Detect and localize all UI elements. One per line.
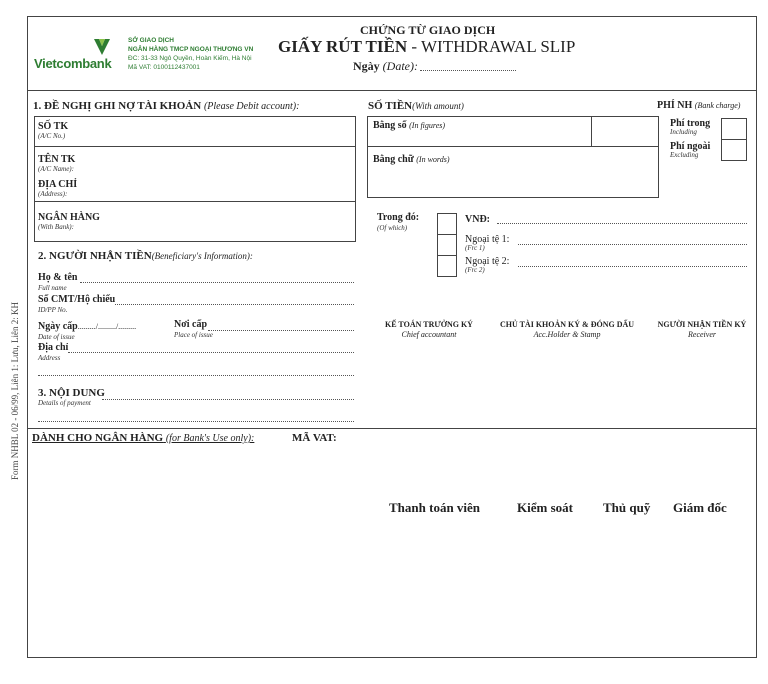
title-sep: -: [411, 37, 421, 56]
bank-full-name: NGÂN HÀNG TMCP NGOẠI THƯƠNG VN: [128, 46, 254, 53]
address-field[interactable]: [38, 179, 77, 198]
fee-excluding-label: [670, 142, 710, 160]
vat-label: MÃ VAT:: [292, 432, 337, 444]
address-label: ĐỊA CHỈ: [38, 179, 78, 190]
figures-label-en: (In figures): [409, 121, 446, 130]
acname-label: TÊN TK: [38, 154, 76, 165]
amount-box-vline: [591, 116, 592, 146]
fx2-vi: Ngoại tệ 2:: [465, 256, 510, 267]
branch-title: SỞ GIAO DỊCH: [128, 37, 174, 44]
fullname-input[interactable]: [80, 273, 354, 283]
acno-label-en: (A/C No.): [38, 132, 66, 140]
fee-including-label: [670, 119, 710, 137]
section3-label: [38, 388, 105, 408]
with-bank-label-en: (With Bank):: [38, 223, 74, 231]
address-label-en: (Address):: [38, 190, 68, 198]
section2-title: [38, 250, 253, 262]
bank-use-title: [32, 432, 254, 444]
role-director: Giám đốc: [673, 500, 727, 515]
beneficiary-address-input-2[interactable]: [38, 366, 354, 376]
bank-info: [128, 36, 253, 72]
section2-title-vi: 2. NGƯỜI NHẬN TIỀN: [38, 250, 152, 262]
signature-chief-accountant: [370, 320, 488, 340]
fullname-en: Full name: [38, 284, 67, 292]
fx1-vi: Ngoại tệ 1:: [465, 234, 510, 245]
with-bank-field[interactable]: [38, 212, 100, 231]
bank-tax-code: Mã VAT: 0100112437001: [128, 64, 200, 71]
acname-field[interactable]: [38, 154, 75, 173]
title-en: WITHDRAWAL SLIP: [420, 37, 576, 56]
fee-title-en: (Bank charge): [694, 101, 741, 110]
fee-title: [657, 100, 740, 111]
amount-words-field[interactable]: [373, 154, 450, 165]
fx2-input[interactable]: [518, 258, 747, 267]
sig-chief-vi: KẾ TOÁN TRƯỞNG KÝ: [385, 320, 473, 329]
issue-date-en: Date of issue: [38, 333, 75, 341]
figures-label: Bằng số: [373, 120, 407, 131]
bank-use-divider: [27, 428, 757, 429]
fee-excluding-checkbox[interactable]: [721, 139, 747, 161]
section3-title-en: Details of payment: [38, 399, 91, 407]
amount-title-en: (With amount): [412, 101, 464, 111]
id-en: ID/PP No.: [38, 306, 68, 314]
fee-including-checkbox[interactable]: [721, 118, 747, 140]
fee-incl-en: Including: [670, 128, 697, 136]
fee-title-vi: PHÍ NH: [657, 100, 693, 111]
beneficiary-address-en: Address: [38, 354, 61, 362]
amount-title-vi: SỐ TIỀN: [368, 100, 413, 112]
bank-use-title-vi: DÀNH CHO NGÂN HÀNG: [32, 432, 164, 444]
of-which-en: (Of which): [377, 224, 408, 232]
section2-title-en: (Beneficiary's Information):: [151, 251, 253, 261]
fee-excl-en: Excluding: [670, 151, 699, 159]
section1-title-en: (Please Debit account):: [203, 101, 300, 112]
fx1-label: [465, 235, 509, 253]
signature-receiver: [648, 320, 756, 340]
fx2-label: [465, 257, 509, 275]
issue-place-vi: Nơi cấp: [174, 319, 208, 330]
section1-title: [33, 100, 299, 112]
vnd-checkbox[interactable]: [437, 213, 457, 235]
section1-title-vi: 1. ĐỀ NGHỊ GHI NỢ TÀI KHOẢN: [33, 100, 202, 112]
account-box-line2: [34, 201, 356, 202]
title-vi: GIẤY RÚT TIỀN: [278, 37, 408, 56]
section3-title-vi: 3. NỘI DUNG: [38, 387, 105, 399]
fullname-vi: Họ & tên: [38, 272, 78, 283]
fx2-checkbox[interactable]: [437, 255, 457, 277]
bank-address: ĐC: 31-33 Ngô Quyền, Hoàn Kiếm, Hà Nội: [128, 55, 252, 62]
sig-receiver-en: Receiver: [688, 330, 716, 339]
account-box-line1: [34, 146, 356, 147]
bank-name: Vietcombank: [34, 56, 112, 71]
bank-logo: [34, 38, 122, 72]
amount-title: [368, 100, 464, 112]
header-divider: [27, 90, 757, 91]
date-label-en: (Date):: [382, 59, 418, 73]
vnd-label: VNĐ:: [465, 214, 490, 225]
id-label: [38, 295, 115, 315]
vnd-input[interactable]: [497, 214, 747, 224]
beneficiary-address-label: [38, 343, 68, 363]
form-code-side-text: Form NHBL 02 - 06/99, Liên 1: Lưu, Liên 2: KH: [10, 301, 20, 480]
slip-title: [278, 37, 575, 57]
with-bank-label: NGÂN HÀNG: [38, 212, 100, 223]
id-vi: Số CMT/Hộ chiếu: [38, 294, 116, 305]
issue-date-vi: Ngày cấp: [38, 321, 78, 332]
sig-chief-en: Chief accountant: [401, 330, 457, 339]
fx1-checkbox[interactable]: [437, 234, 457, 256]
details-input-2[interactable]: [38, 412, 354, 422]
fx1-input[interactable]: [518, 236, 747, 245]
of-which-label: [377, 213, 419, 233]
sig-holder-en: Acc.Holder & Stamp: [533, 330, 601, 339]
amount-box-line: [367, 146, 659, 147]
amount-figures-field[interactable]: [373, 120, 445, 131]
bank-use-title-en: (for Bank's Use only):: [165, 433, 255, 444]
vietcombank-logo-icon: [92, 38, 112, 56]
words-label-en: (In words): [416, 155, 450, 164]
issue-place-input[interactable]: [208, 321, 354, 331]
fullname-label: [38, 273, 77, 293]
role-cashier: Thủ quỹ: [603, 500, 651, 515]
issue-place-en: Place of issue: [174, 331, 213, 339]
fx1-en: (Frc 1): [465, 244, 485, 252]
issue-date-label: [38, 320, 136, 342]
date-label: Ngày: [353, 59, 380, 73]
fee-excl-vi: Phí ngoài: [670, 141, 711, 152]
of-which-vi: Trong đó:: [377, 212, 420, 223]
acname-label-en: (A/C Name):: [38, 165, 74, 173]
acno-label: SỐ TK: [38, 121, 69, 132]
date-row: [353, 59, 418, 74]
signature-account-holder: [492, 320, 642, 340]
details-input[interactable]: [102, 390, 354, 400]
acno-field[interactable]: [38, 121, 68, 140]
sig-holder-vi: CHỦ TÀI KHOẢN KÝ & ĐÓNG DẤU: [499, 320, 635, 329]
beneficiary-address-input[interactable]: [68, 343, 354, 353]
beneficiary-address-vi: Địa chỉ: [38, 342, 69, 353]
role-controller: Kiểm soát: [517, 500, 573, 515]
sig-receiver-vi: NGƯỜI NHẬN TIỀN KÝ: [657, 320, 747, 329]
issue-date-input[interactable]: ........./........./.........: [77, 322, 137, 331]
id-input[interactable]: [115, 295, 354, 305]
fx2-en: (Frc 2): [465, 266, 485, 274]
doc-type: CHỨNG TỪ GIAO DỊCH: [360, 23, 496, 37]
fee-incl-vi: Phí trong: [670, 118, 711, 129]
words-label: Bằng chữ: [373, 154, 414, 165]
role-teller: Thanh toán viên: [389, 500, 481, 515]
date-input[interactable]: [420, 59, 516, 71]
